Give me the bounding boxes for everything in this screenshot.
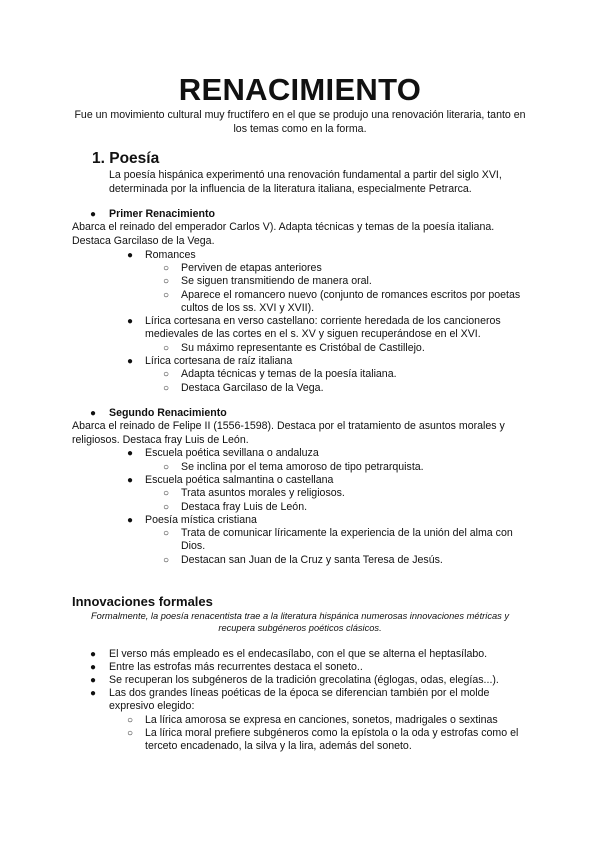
primer-renacimiento-heading: Primer Renacimiento <box>109 208 215 220</box>
segundo-renacimiento-desc: Abarca el reinado de Felipe II (1556-1598). Destaca por el tratamiento de asuntos morales y religiosos. Destaca fray Luis de León. <box>72 420 505 446</box>
bullet-dot: ● <box>90 649 97 660</box>
bullet-circle: ○ <box>163 369 170 380</box>
list-item: Trata de comunicar líricamente la experiencia de la unión del alma con <box>181 527 513 539</box>
list-item: Destaca fray Luis de León. <box>181 501 308 513</box>
page-title: RENACIMIENTO <box>178 72 422 107</box>
bullet-dot: ● <box>127 515 134 526</box>
section-heading-poesia: 1. Poesía <box>92 150 160 167</box>
list-item: Adapta técnicas y temas de la poesía italiana. <box>181 368 397 380</box>
bullet-circle: ○ <box>163 276 170 287</box>
bullet-circle: ○ <box>163 462 170 473</box>
list-item: Escuela poética sevillana o andaluza <box>145 447 319 459</box>
list-item: Trata asuntos morales y religiosos. <box>181 487 345 499</box>
list-item-continuation: expresivo elegido: <box>109 700 195 712</box>
list-item: El verso más empleado es el endecasílabo, con el que se alterna el heptasílabo. <box>109 648 488 660</box>
bullet-circle: ○ <box>127 715 134 726</box>
bullet-circle: ○ <box>163 383 170 394</box>
list-item: Su máximo representante es Cristóbal de Castillejo. <box>181 342 425 354</box>
bullet-dot: ● <box>127 475 134 486</box>
list-item: Las dos grandes líneas poéticas de la época se diferencian también por el molde <box>109 687 490 699</box>
list-item: Se siguen transmitiendo de manera oral. <box>181 275 372 287</box>
list-item: Entre las estrofas más recurrentes destaca el soneto.. <box>109 661 363 673</box>
bullet-circle: ○ <box>163 488 170 499</box>
page-subtitle: Fue un movimiento cultural muy fructífero en el que se produjo una renovación literaria, tanto en los temas como en la forma. <box>74 109 526 135</box>
list-item-continuation: cultos de los ss. XVI y XVII). <box>181 302 315 314</box>
bullet-circle: ○ <box>163 343 170 354</box>
list-item-continuation: Dios. <box>181 540 206 552</box>
bullet-circle: ○ <box>163 502 170 513</box>
bullet-circle: ○ <box>163 528 170 539</box>
bullet-dot: ● <box>127 448 134 459</box>
list-item: Lírica cortesana en verso castellano: corriente heredada de los cancioneros <box>145 315 501 327</box>
innovaciones-heading: Innovaciones formales <box>72 594 213 609</box>
list-item: La lírica amorosa se expresa en canciones, sonetos, madrigales o sextinas <box>145 714 498 726</box>
bullet-dot: ● <box>90 688 97 699</box>
list-item: Destacan san Juan de la Cruz y santa Teresa de Jesús. <box>181 554 443 566</box>
primer-renacimiento-desc: Abarca el reinado del emperador Carlos V). Adapta técnicas y temas de la poesía italiana. Destaca Garcilaso de la Vega. <box>72 221 495 247</box>
list-item: Perviven de etapas anteriores <box>181 262 322 274</box>
bullet-dot: ● <box>90 209 97 220</box>
bullet-circle: ○ <box>127 728 134 739</box>
list-item-continuation: terceto encadenado, la silva y la lira, además del soneto. <box>145 740 412 752</box>
bullet-dot: ● <box>90 675 97 686</box>
bullet-dot: ● <box>90 408 97 419</box>
bullet-dot: ● <box>127 250 134 261</box>
list-item: Destaca Garcilaso de la Vega. <box>181 382 324 394</box>
list-item: Se inclina por el tema amoroso de tipo petrarquista. <box>181 461 424 473</box>
list-item: Escuela poética salmantina o castellana <box>145 474 334 486</box>
bullet-dot: ● <box>127 356 134 367</box>
list-item-continuation: medievales de las cortes en el s. XV y siguen recuperándose en el XVI. <box>145 328 481 340</box>
bullet-circle: ○ <box>163 555 170 566</box>
innovaciones-intro: Formalmente, la poesía renacentista trae a la literatura hispánica numerosas innovaciones métricas y recupera subgéneros poéticos clásicos. <box>90 611 510 633</box>
list-item: La lírica moral prefiere subgéneros como la epístola o la oda y estrofas como el <box>145 727 519 739</box>
list-item: Lírica cortesana de raíz italiana <box>145 355 293 367</box>
list-item: Aparece el romancero nuevo (conjunto de romances escritos por poetas <box>181 289 521 301</box>
segundo-renacimiento-heading: Segundo Renacimiento <box>109 407 227 419</box>
list-item: Poesía mística cristiana <box>145 514 257 526</box>
bullet-circle: ○ <box>163 263 170 274</box>
list-item: Se recuperan los subgéneros de la tradición grecolatina (églogas, odas, elegías...). <box>109 674 499 686</box>
list-item: Romances <box>145 249 196 261</box>
poesia-intro: La poesía hispánica experimentó una renovación fundamental a partir del siglo XVI, determinada por la influencia de la literatura italiana, especialmente Petrarca. <box>109 169 502 195</box>
bullet-circle: ○ <box>163 290 170 301</box>
bullet-dot: ● <box>90 662 97 673</box>
bullet-dot: ● <box>127 316 134 327</box>
